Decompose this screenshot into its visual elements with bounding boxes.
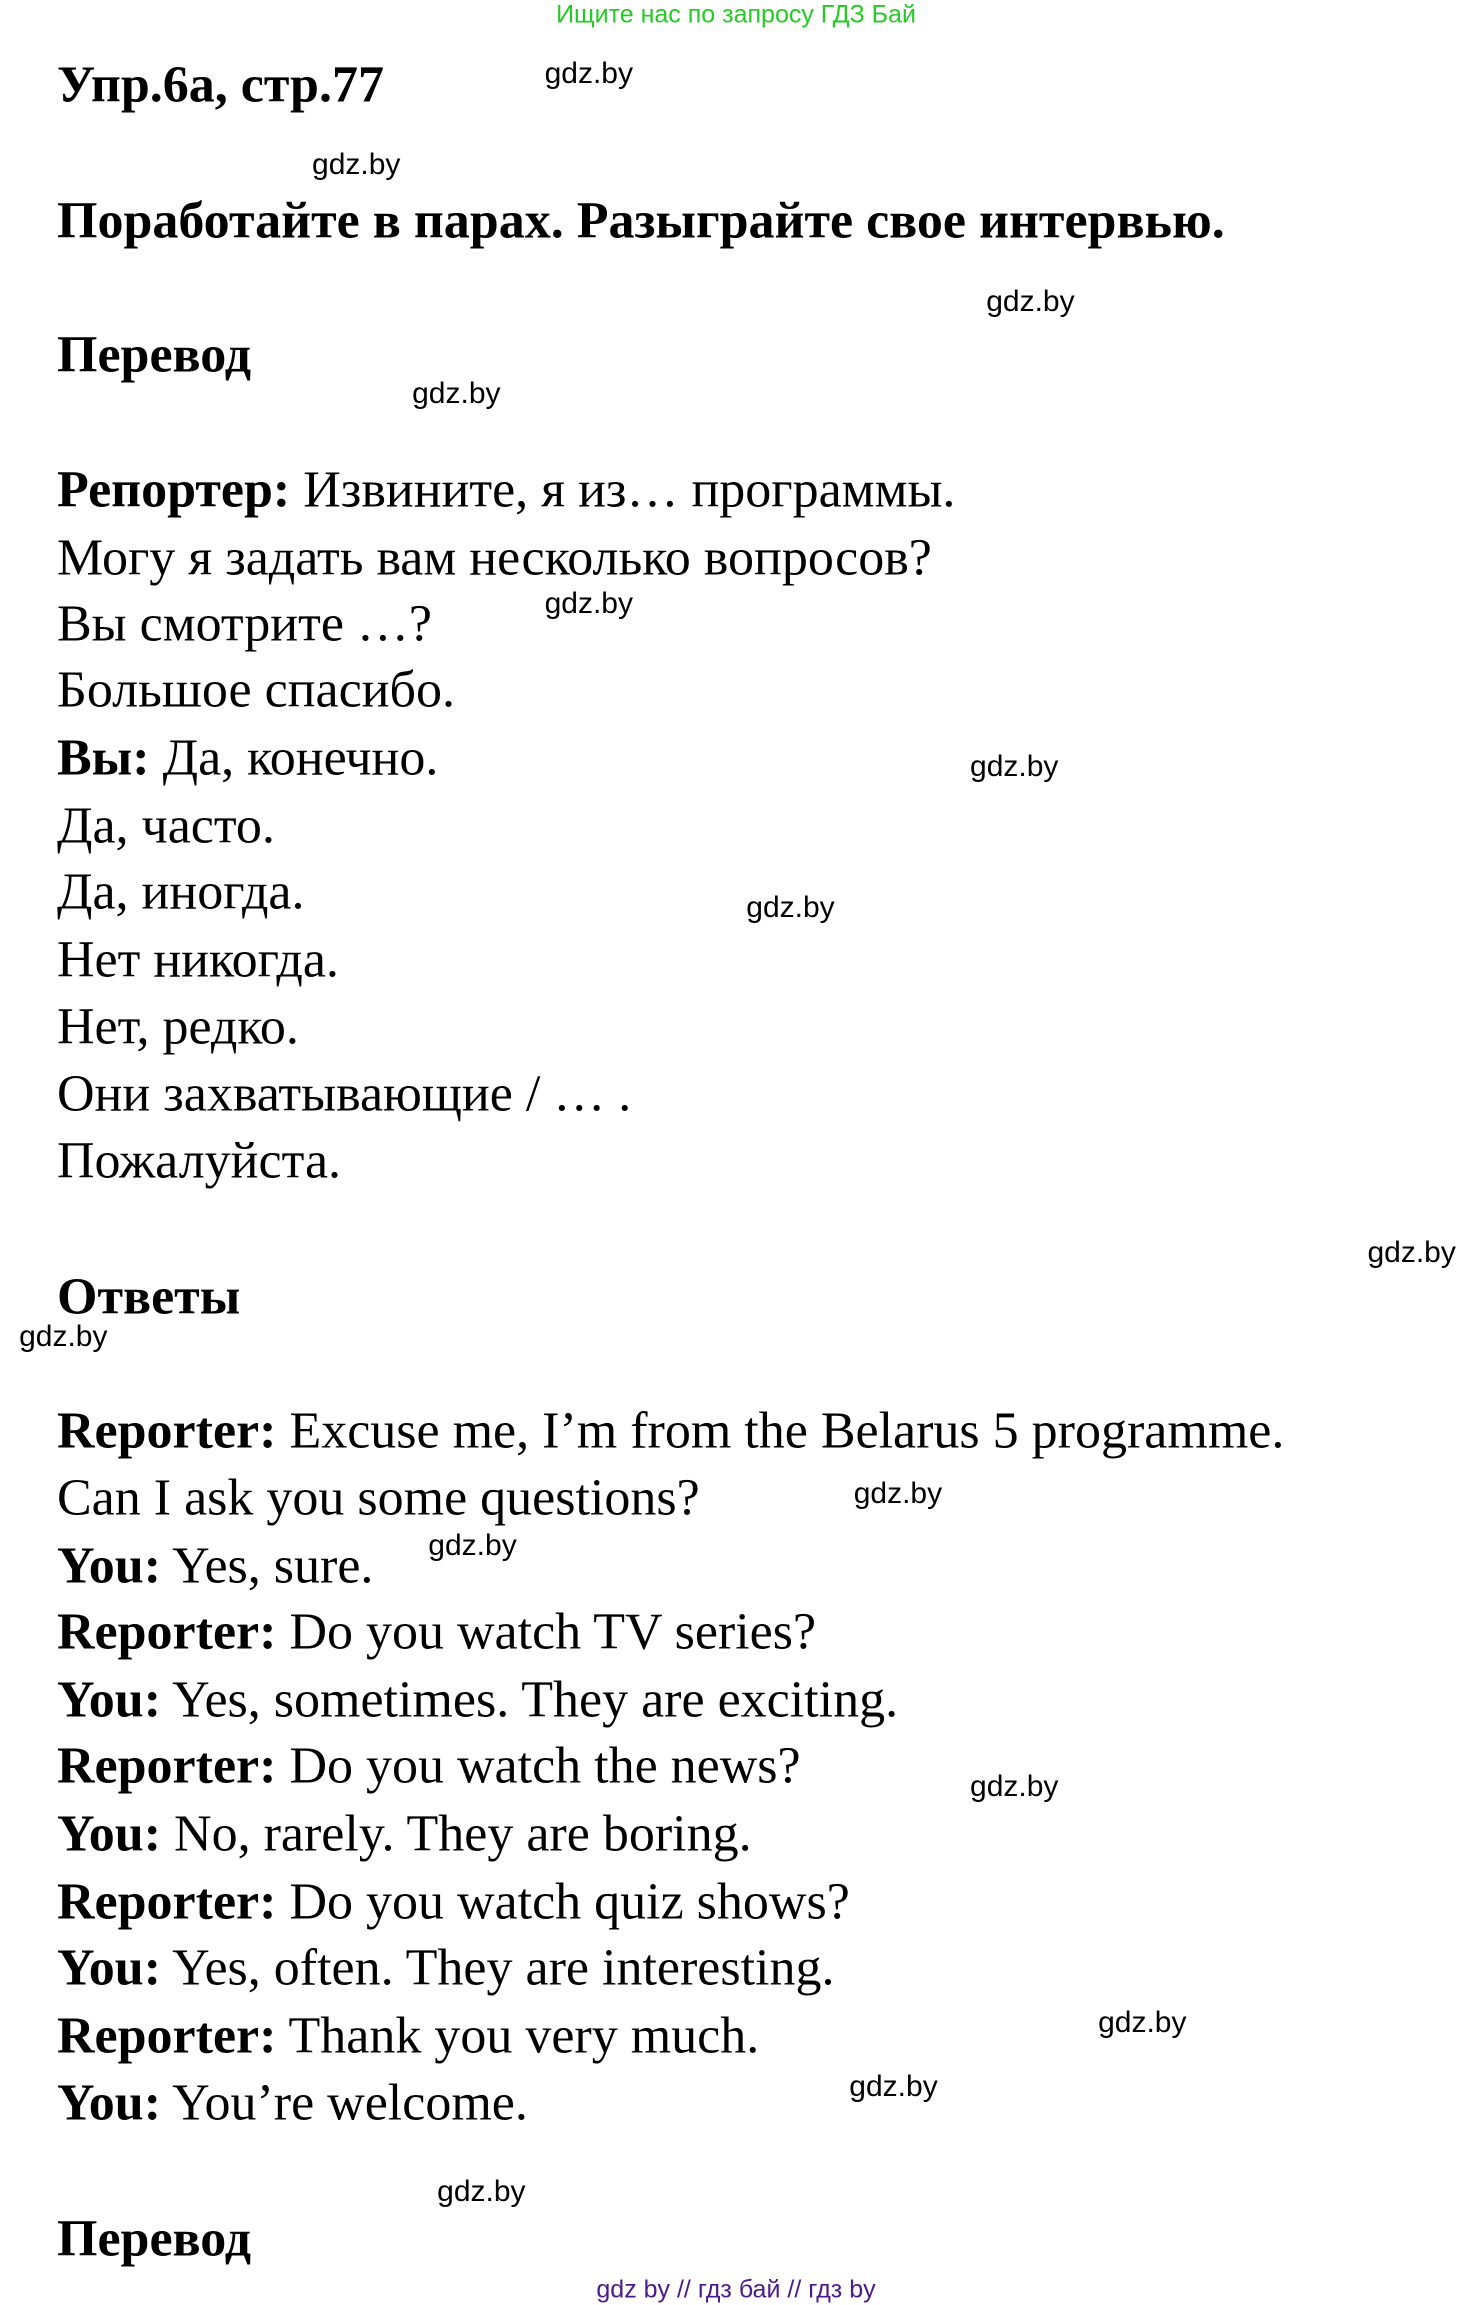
dialogue-line: [57, 1402, 1284, 1461]
speaker-label: Reporter:: [57, 1737, 277, 1795]
line-text: You’re welcome.: [161, 2074, 528, 2132]
watermark: gdz.by: [544, 56, 633, 90]
speaker-label: You:: [57, 1939, 162, 1997]
speaker-label: You:: [57, 1537, 162, 1595]
watermark: gdz.by: [544, 586, 633, 620]
speaker-label: Reporter:: [57, 1402, 277, 1460]
dialogue-line: [57, 1737, 801, 1796]
speaker-label: Репортер:: [57, 461, 291, 519]
speaker-label: Reporter:: [57, 2007, 277, 2065]
speaker-label: You:: [57, 2074, 162, 2132]
dialogue-line: [57, 1132, 341, 1191]
dialogue-line: [57, 1537, 373, 1596]
line-text: Do you watch TV series?: [276, 1603, 817, 1661]
watermark: gdz.by: [746, 891, 835, 925]
task-instruction: Поработайте в парах. Разыграйте свое интервью.: [57, 192, 1225, 250]
line-text: Пожалуйста.: [57, 1132, 342, 1190]
footer-links: gdz by // гдз бай // гдз by: [596, 2275, 876, 2304]
line-text: Нет, редко.: [57, 998, 299, 1056]
watermark: gdz.by: [986, 284, 1075, 318]
watermark: gdz.by: [849, 2070, 938, 2104]
answers-heading: Ответы: [57, 1268, 241, 1326]
watermark: gdz.by: [853, 1477, 943, 1511]
line-text: No, rarely. They are boring.: [161, 1805, 752, 1863]
speaker-label: You:: [57, 1671, 162, 1729]
line-text: Yes, sometimes. They are exciting.: [161, 1671, 899, 1729]
watermark: gdz.by: [19, 1319, 108, 1353]
dialogue-line: [57, 1873, 850, 1932]
speaker-label: Reporter:: [57, 1873, 277, 1931]
translation-heading: Перевод: [57, 326, 252, 384]
line-text: Могу я задать вам несколько вопросов?: [57, 529, 932, 587]
line-text: Да, иногда.: [57, 863, 305, 921]
line-text: Do you watch the news?: [276, 1737, 801, 1795]
line-text: Do you watch quiz shows?: [276, 1873, 850, 1931]
watermark: gdz.by: [437, 2174, 526, 2208]
dialogue-line: [57, 595, 432, 654]
dialogue-line: [57, 1065, 631, 1124]
watermark: gdz.by: [412, 377, 501, 411]
watermark: gdz.by: [970, 749, 1059, 783]
dialogue-line: [57, 2007, 759, 2066]
dialogue-line: [57, 1671, 898, 1730]
line-text: Yes, often. They are interesting.: [161, 1939, 835, 1997]
watermark: gdz.by: [428, 1528, 517, 1562]
dialogue-line: [57, 931, 339, 990]
watermark: gdz.by: [970, 1770, 1059, 1803]
line-text: Thank you very much.: [276, 2007, 760, 2065]
dialogue-line: [57, 2074, 528, 2133]
dialogue-line: [57, 1805, 752, 1864]
watermark: gdz.by: [312, 147, 401, 181]
line-text: Yes, sure.: [161, 1537, 374, 1595]
line-text: Вы смотрите …?: [57, 595, 432, 653]
search-banner: Ищите нас по запросу ГДЗ Бай: [556, 0, 916, 29]
dialogue-line: [57, 998, 299, 1057]
dialogue-line: [57, 1469, 700, 1528]
speaker-label: You:: [57, 1805, 162, 1863]
dialogue-line: [57, 529, 932, 588]
dialogue-line: [57, 797, 275, 856]
line-text: Excuse me, I’m from the Belarus 5 programme.: [276, 1402, 1285, 1460]
watermark: gdz.by: [1367, 1235, 1456, 1269]
dialogue-line: [57, 1603, 816, 1662]
dialogue-line: [57, 863, 304, 922]
dialogue-line: [57, 1939, 835, 1998]
dialogue-line: [57, 729, 438, 788]
exercise-title: Упр.6а, стр.77: [57, 56, 384, 114]
line-text: Can I ask you some questions?: [57, 1469, 700, 1527]
translation-heading-2: Перевод: [57, 2210, 252, 2268]
line-text: Большое спасибо.: [57, 661, 455, 719]
dialogue-line: [57, 461, 955, 520]
speaker-label: Reporter:: [57, 1603, 277, 1661]
line-text: Да, конечно.: [149, 729, 439, 787]
watermark: gdz.by: [1098, 2005, 1187, 2039]
dialogue-line: [57, 661, 455, 720]
line-text: Нет никогда.: [57, 931, 339, 989]
line-text: Извините, я из… программы.: [290, 461, 956, 519]
speaker-label: Вы:: [57, 729, 150, 787]
line-text: Они захватывающие / … .: [57, 1065, 632, 1123]
line-text: Да, часто.: [57, 797, 275, 855]
